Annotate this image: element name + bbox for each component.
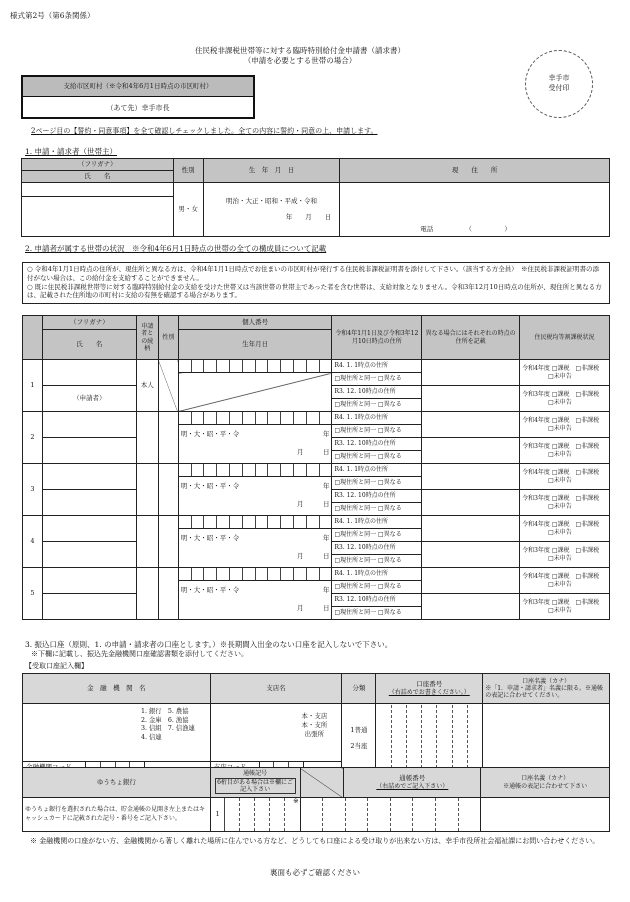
holder-header: 口座名義（カナ） ※「1．申請・請求者」名義に限る。※通帳の表記に合わせてください。 <box>483 674 610 704</box>
yucho-slash <box>300 768 344 798</box>
passbook-no-header: 通帳番号 （右詰めでご記入下さい） <box>344 768 481 798</box>
row3-tax-r3[interactable]: 令和3年度 □課税 □非課税 □未申告 <box>520 490 610 516</box>
row1-r4-diff-input[interactable] <box>422 360 520 386</box>
row5-tax-r4[interactable]: 令和4年度 □課税 □非課税 □未申告 <box>520 568 610 594</box>
note-2: ○ 既に住民税非課税世帯等に対する臨時特別給付金の支給を受けた世帯又は当該世帯の世帯主であった者を含む世帯は、支給対象となりません。令和3年12月10日時点の住所が、現住所と異なる方は、記載された住所地の市町村に支給の有無を確認する場合があります。 <box>27 282 602 300</box>
row3-relation-input[interactable] <box>136 464 158 516</box>
row2-id-input[interactable] <box>178 412 332 425</box>
bank-name-input[interactable]: 1. 銀行 5. 農協 2. 金庫 6. 漁協 3. 信組 7. 信漁連 4. 信連 <box>23 704 211 774</box>
passbook-code-input[interactable]: 1 ※ <box>210 798 300 832</box>
applicant-furigana-input[interactable] <box>22 183 174 197</box>
acct-no-input[interactable] <box>376 704 483 774</box>
row3-r3-diff-input[interactable] <box>422 490 520 516</box>
sec3-sub: ※下欄に記載し、振込先金融機関口座確認書類を添付してください。 <box>31 650 248 658</box>
stamp-line-2: 受付印 <box>548 84 570 92</box>
row2-name-input[interactable] <box>42 438 136 464</box>
col-birth: 生年月日 <box>178 330 332 360</box>
row3-r3-same[interactable]: □現住所と同一 □異なる <box>332 503 422 516</box>
reception-stamp-area <box>525 50 593 118</box>
note-1: ○ 令和4年1月1日時点の住所が、現住所と異なる方は、令和4年1月1日時点でお住まいの市区町村が発行する住民税非課税証明書を添付して下さい。（該当する方全員） ※住民税非課税証明書の添付がない場合は、この給付金を支給することができません。 <box>27 265 600 282</box>
row2-tax-r3[interactable]: 令和3年度 □課税 □非課税 □未申告 <box>520 438 610 464</box>
row5-furigana-input[interactable] <box>42 568 136 594</box>
col-id: 個人番号 <box>178 316 332 330</box>
row2-furigana-input[interactable] <box>42 412 136 438</box>
row4-relation-input[interactable] <box>136 516 158 568</box>
applicant-address-input[interactable] <box>340 183 610 237</box>
category-header: 分類 <box>342 674 376 704</box>
row1-gender <box>158 360 178 412</box>
row3-r4: R4. 1. 1時点の住所 <box>332 464 422 477</box>
row3-tax-r4[interactable]: 令和4年度 □課税 □非課税 □未申告 <box>520 464 610 490</box>
sec2-heading: 2. 申請者が属する世帯の状況 ※令和4年6月1日時点の世帯の全ての構成員について記載 <box>25 244 327 253</box>
birth-header: 生 年 月 日 <box>203 159 340 183</box>
account-box-label: 【受取口座記入欄】 <box>25 662 88 670</box>
row-index: 5 <box>23 568 43 620</box>
row5-gender-input[interactable] <box>158 568 178 620</box>
col-index <box>23 316 43 360</box>
applicant-birth-field[interactable] <box>203 183 340 237</box>
row3-gender-input[interactable] <box>158 464 178 516</box>
col-relation: 申請者との続柄 <box>136 316 158 360</box>
row1-id-input[interactable] <box>178 360 332 373</box>
row5-r3: R3. 12. 10時点の住所 <box>332 594 422 607</box>
col-addr-head: 令和4年1月1日及び令和3年12月10日時点の住所 <box>332 316 422 360</box>
final-note: ※ 金融機関の口座がない方、金融機関から著しく離れた場所に住んでいる方など、どうしても口座による受け取りが出来ない方は、幸手市役所社会福祉課にお問い合わせください。 <box>30 837 600 845</box>
row2-r4-same[interactable]: □現住所と同一 □異なる <box>332 425 422 438</box>
col-diff: 異なる場合にはそれぞれの時点の住所を記載 <box>422 316 520 360</box>
row1-r3-diff-input[interactable] <box>422 386 520 412</box>
row2-gender-input[interactable] <box>158 412 178 464</box>
row2-r4: R4. 1. 1時点の住所 <box>332 412 422 425</box>
municipality-label: 支給市区町村（※令和4年6月1日時点の市区町村） <box>23 77 253 97</box>
gender-header: 性別 <box>173 159 203 183</box>
row2-r3-same[interactable]: □現住所と同一 □異なる <box>332 451 422 464</box>
row5-r3-same[interactable]: □現住所と同一 □異なる <box>332 607 422 620</box>
title-line-1: 住民税非課税世帯等に対する臨時特別給付金申請書（請求書） <box>195 46 405 55</box>
row1-r4-same[interactable]: □現住所と同一 □異なる <box>332 373 422 386</box>
row3-r4-diff-input[interactable] <box>422 464 520 490</box>
row4-gender-input[interactable] <box>158 516 178 568</box>
row3-r4-same[interactable]: □現住所と同一 □異なる <box>332 477 422 490</box>
form-title <box>150 46 450 66</box>
era-options: 明治・大正・昭和・平成・令和 <box>225 196 317 205</box>
phone-input[interactable]: （ ） <box>465 225 511 234</box>
row3-r3: R3. 12. 10時点の住所 <box>332 490 422 503</box>
row-index: 2 <box>23 412 43 464</box>
row3-id-input[interactable] <box>178 464 332 477</box>
row-index: 1 <box>23 360 43 412</box>
row-index: 3 <box>23 464 43 516</box>
row4-furigana-input[interactable] <box>42 516 136 542</box>
row2-r3: R3. 12. 10時点の住所 <box>332 438 422 451</box>
row-index: 4 <box>23 516 43 568</box>
row1-furigana-input[interactable] <box>42 360 136 386</box>
row3-birth-input[interactable]: 明・大・昭・平・令 年 月 日 <box>178 477 332 516</box>
yucho-note: ゆうちょ銀行を選択された場合は、貯金通帳の見開き左上またはキャッシュカードに記載された記号・番号をご記入下さい。 <box>23 798 211 832</box>
passbook-code-header: 通帳記号 6桁目がある場合は※欄にご記入下さい <box>210 768 300 798</box>
row5-r3-diff-input[interactable] <box>422 594 520 620</box>
row4-tax-r4[interactable]: 令和4年度 □課税 □非課税 □未申告 <box>520 516 610 542</box>
row2-r4-diff-input[interactable] <box>422 412 520 438</box>
row1-relation: 本人 <box>136 360 158 412</box>
holder2-input[interactable] <box>481 798 610 832</box>
bank-account-table <box>22 673 610 774</box>
acct-no-header: 口座番号 （右詰めでお書きください。） <box>376 674 483 704</box>
row1-tax-r3[interactable]: 令和3年度 □課税 □非課税 □未申告 <box>520 386 610 412</box>
ymd-label: 年 月 日 <box>285 212 332 221</box>
sec3-heading: 3. 振込口座（原則、1. の申請・請求者の口座とします。）※長期間入出金のない口座を記入しないで下さい。 <box>25 640 393 649</box>
row2-relation-input[interactable] <box>136 412 158 464</box>
address-header: 現 住 所 <box>340 159 610 183</box>
row1-r4: R4. 1. 1時点の住所 <box>332 360 422 373</box>
row1-tax-r4[interactable]: 令和4年度 □課税 □非課税 □未申告 <box>520 360 610 386</box>
bank-header: 金 融 機 関 名 <box>23 674 211 704</box>
holder2-header: 口座名義（カナ） ※通帳の表記に合わせて下さい <box>481 768 610 798</box>
phone-label: 電話 <box>420 225 434 234</box>
sec1-heading: 1. 申請・請求者（世帯主） <box>25 147 118 156</box>
row4-name-input[interactable] <box>42 542 136 568</box>
category-input[interactable]: 1普通 2当座 <box>342 704 376 774</box>
municipality-box <box>21 75 255 119</box>
consent-confirmation: 2ページ目の【誓約・同意事項】を全て確認しチェックしました。全ての内容に誓約・同意の上、申請します。 <box>31 127 378 135</box>
row5-id-input[interactable] <box>178 568 332 581</box>
yucho-table <box>22 767 610 832</box>
applicant-name-input[interactable] <box>22 197 174 237</box>
row4-r4: R4. 1. 1時点の住所 <box>332 516 422 529</box>
col-name: 氏 名 <box>42 330 136 360</box>
row1-name: （申請者） <box>42 386 136 412</box>
row2-r3-diff-input[interactable] <box>422 438 520 464</box>
branch-header: 支店名 <box>210 674 342 704</box>
stamp-line-1: 幸手市 <box>548 74 570 83</box>
row5-r4-same[interactable]: □現住所と同一 □異なる <box>332 581 422 594</box>
footer-note: 裏面も必ずご確認ください <box>270 868 360 877</box>
name-header: 氏 名 <box>22 171 174 183</box>
row4-r4-same[interactable]: □現住所と同一 □異なる <box>332 529 422 542</box>
row3-furigana-input[interactable] <box>42 464 136 490</box>
household-notes <box>22 262 610 304</box>
col-furigana: （フリガナ） <box>42 316 136 330</box>
row4-r3: R3. 12. 10時点の住所 <box>332 542 422 555</box>
title-line-2: （申請を必要とする世帯の場合） <box>243 56 357 66</box>
row1-r3: R3. 12. 10時点の住所 <box>332 386 422 399</box>
col-gender: 性別 <box>158 316 178 360</box>
col-tax: 住民税均等割課税状況 <box>520 316 610 360</box>
household-table <box>22 315 610 620</box>
row2-birth-input[interactable]: 明・大・昭・平・令 年 月 日 <box>178 425 332 464</box>
municipality-value: （あて先）幸手市長 <box>106 103 170 112</box>
row3-name-input[interactable] <box>42 490 136 516</box>
row5-r4: R4. 1. 1時点の住所 <box>332 568 422 581</box>
row4-tax-r3[interactable]: 令和3年度 □課税 □非課税 □未申告 <box>520 542 610 568</box>
row5-name-input[interactable] <box>42 594 136 620</box>
yucho-header: ゆうちょ銀行 <box>23 768 211 798</box>
row4-id-input[interactable] <box>178 516 332 529</box>
holder-input[interactable] <box>483 704 610 774</box>
row5-birth-input[interactable]: 明・大・昭・平・令 年 月 日 <box>178 581 332 620</box>
form-number: 様式第2号（第6条関係） <box>10 11 95 20</box>
passbook-no-input[interactable] <box>300 798 481 832</box>
row4-r4-diff-input[interactable] <box>422 516 520 542</box>
applicant-table <box>21 158 610 237</box>
furigana-header: （フリガナ） <box>22 159 174 171</box>
row1-birth <box>178 373 332 412</box>
row4-r3-diff-input[interactable] <box>422 542 520 568</box>
row5-relation-input[interactable] <box>136 568 158 620</box>
row5-r4-diff-input[interactable] <box>422 568 520 594</box>
row4-birth-input[interactable]: 明・大・昭・平・令 年 月 日 <box>178 529 332 568</box>
row5-tax-r3[interactable]: 令和3年度 □課税 □非課税 □未申告 <box>520 594 610 620</box>
row1-r3-same[interactable]: □現住所と同一 □異なる <box>332 399 422 412</box>
applicant-gender-field[interactable]: 男・女 <box>173 183 203 237</box>
row4-r3-same[interactable]: □現住所と同一 □異なる <box>332 555 422 568</box>
row2-tax-r4[interactable]: 令和4年度 □課税 □非課税 □未申告 <box>520 412 610 438</box>
branch-name-input[interactable]: 本・支店 本・支所 出張所 <box>210 704 342 774</box>
